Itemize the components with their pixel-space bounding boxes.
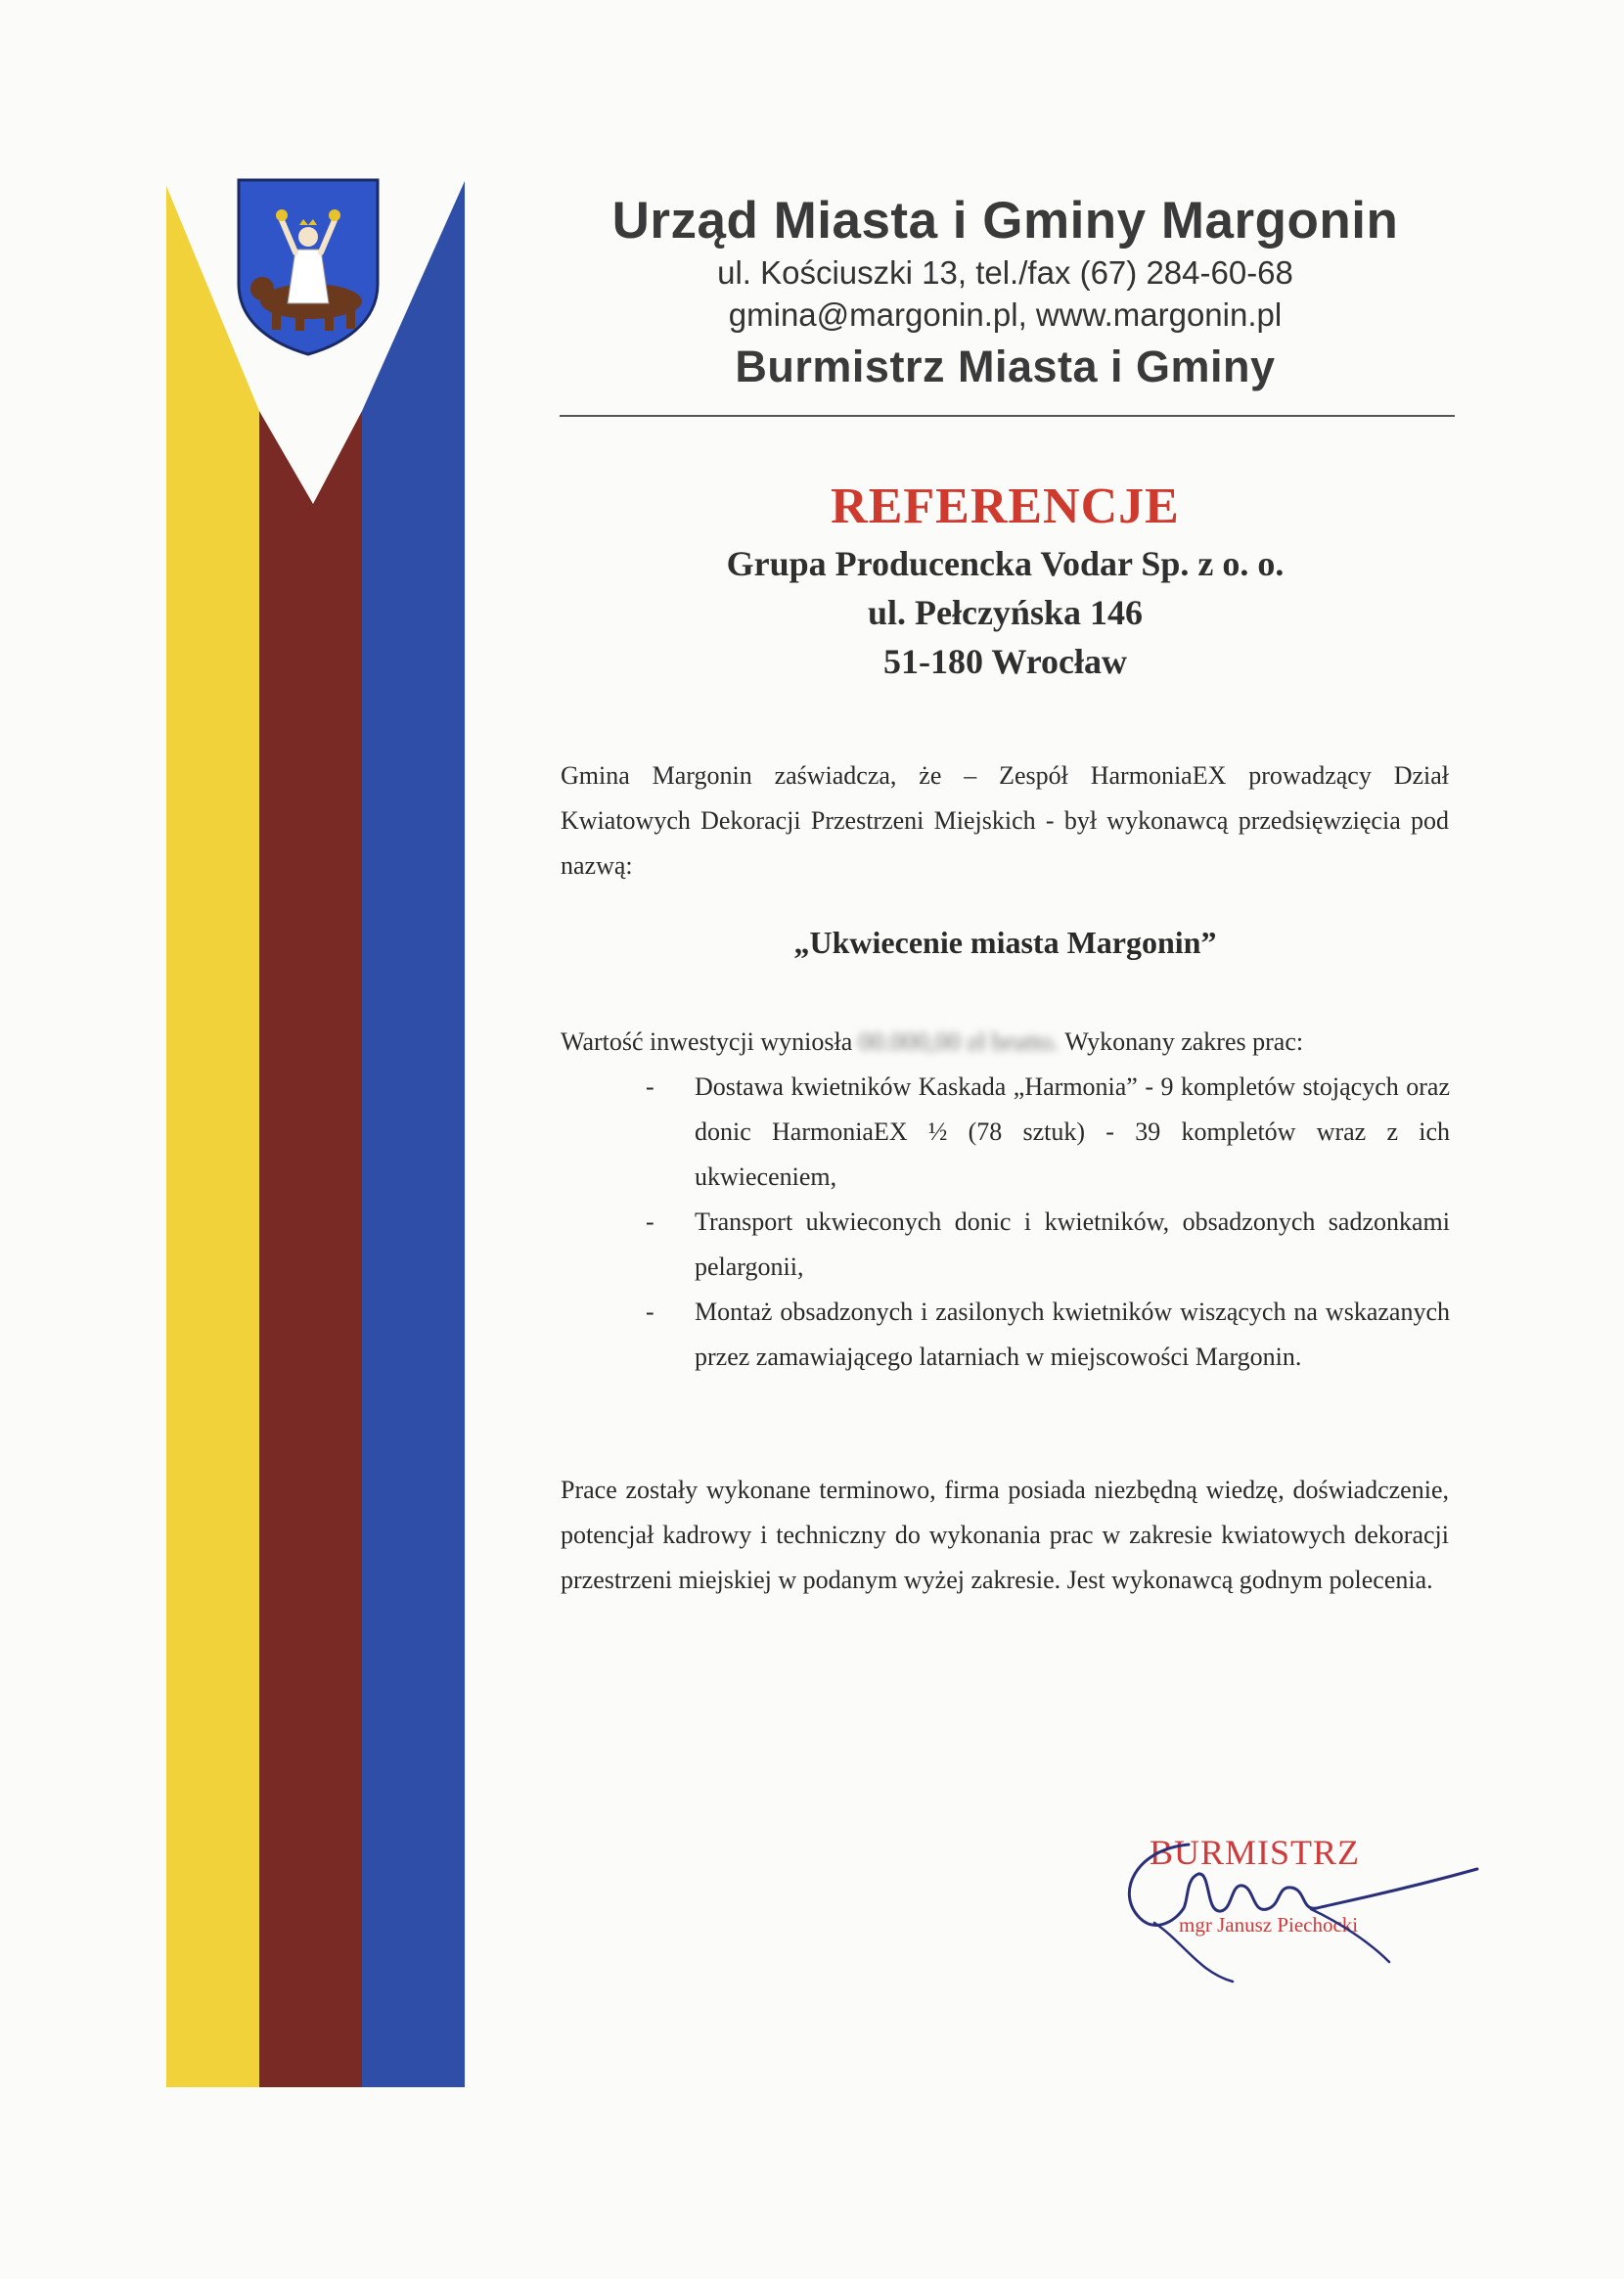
value-prefix: Wartość inwestycji wyniosła: [561, 1027, 853, 1056]
list-dash: -: [646, 1072, 654, 1101]
coat-of-arms-icon: [235, 176, 382, 357]
list-item-text: Transport ukwieconych donic i kwietników, obsadzonych sadzonkami pelargonii,: [695, 1208, 1450, 1281]
recipient-street: ul. Pełczyńska 146: [867, 593, 1143, 632]
stamp-title: BURMISTRZ: [1150, 1833, 1361, 1872]
closing-paragraph: Prace zostały wykonane terminowo, firma posiada niezbędną wiedzę, doświadczenie, potencjał kadrowy i techniczny do wykonania prac w zakresie kwiatowych dekoracji przestrzeni miejskiej w podanym wyżej zakresie. Jest wykonawcą godnym polecenia.: [561, 1476, 1449, 1594]
value-suffix: Wykonany zakres prac:: [1064, 1027, 1304, 1056]
recipient-name: Grupa Producencka Vodar Sp. z o. o.: [726, 544, 1285, 583]
list-dash: -: [646, 1298, 654, 1326]
list-dash: -: [646, 1208, 654, 1236]
investment-value-line: [561, 1020, 1449, 1065]
maroon-stripe: [259, 411, 362, 2087]
handwritten-signature: [1096, 1825, 1507, 1991]
list-item: [646, 1290, 1450, 1380]
letterhead: [548, 191, 1463, 398]
yellow-stripe: [166, 186, 259, 2087]
stamp-name: mgr Janusz Piechocki: [1179, 1913, 1359, 1937]
office-contact: gmina@margonin.pl, www.margonin.pl: [728, 296, 1283, 333]
document-title: REFERENCJE: [831, 479, 1180, 534]
redacted-value: 00.000,00 zł brutto.: [858, 1027, 1060, 1056]
blue-stripe: [362, 181, 465, 2087]
title-block: [548, 475, 1463, 686]
header-divider: [560, 415, 1455, 417]
office-address: ul. Kościuszki 13, tel./fax (67) 284-60-68: [717, 254, 1293, 291]
office-name: Urząd Miasta i Gminy Margonin: [611, 192, 1399, 250]
works-list: [646, 1065, 1450, 1380]
list-item-text: Montaż obsadzonych i zasilonych kwietników wiszących na wskazanych przez zamawiającego latarniach w miejscowości Margonin.: [695, 1298, 1450, 1371]
intro-paragraph: Gmina Margonin zaświadcza, że – Zespół HarmoniaEX prowadzący Dział Kwiatowych Dekoracji Przestrzeni Miejskich - był wykonawcą przedsięwzięcia pod nazwą:: [561, 761, 1449, 880]
recipient-city: 51-180 Wrocław: [883, 642, 1127, 681]
list-item-text: Dostawa kwietników Kaskada „Harmonia” - 9 kompletów stojących oraz donic HarmoniaEX ½ (78 sztuk) - 39 kompletów wraz z ich ukwieceniem,: [695, 1072, 1450, 1191]
project-name: „Ukwiecenie miasta Margonin”: [793, 925, 1217, 960]
list-item: [646, 1200, 1450, 1290]
list-item: [646, 1065, 1450, 1200]
mayor-heading: Burmistrz Miasta i Gminy: [735, 342, 1276, 391]
